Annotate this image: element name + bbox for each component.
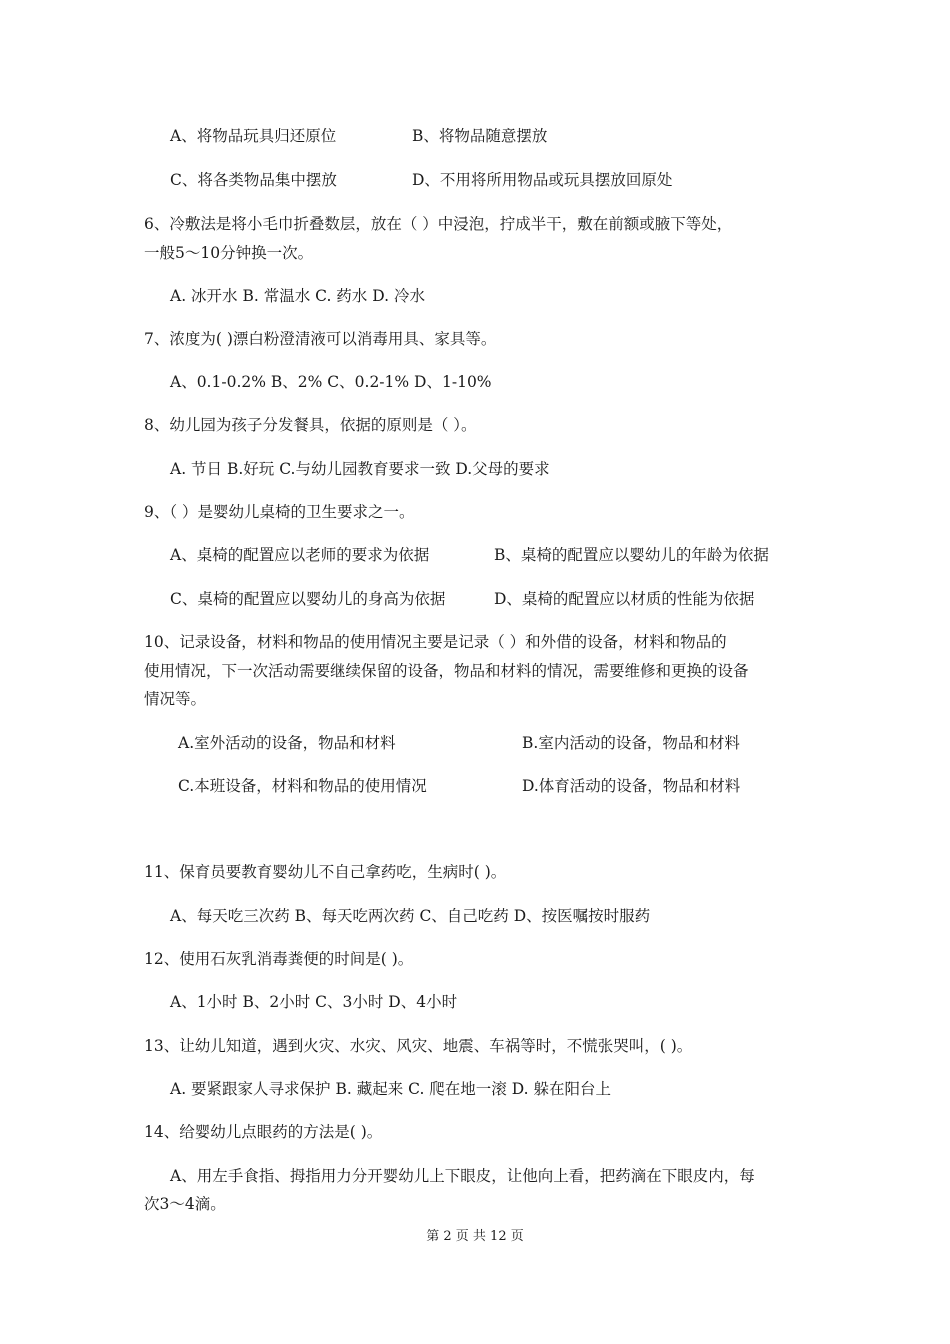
q10-text-line3: 情况等。	[144, 690, 207, 708]
q13-options: A. 要紧跟家人寻求保护 B. 藏起来 C. 爬在地一滚 D. 躲在阳台上	[170, 1080, 611, 1098]
q6-text-line1: 6、冷敷法是将小毛巾折叠数层，放在（ ）中浸泡，拧成半干，敷在前额或腋下等处，	[144, 215, 733, 233]
q7-options: A、0.1-0.2% B、2% C、0.2-1% D、1-10%	[170, 373, 492, 391]
q10-option-c: C.本班设备，材料和物品的使用情况	[178, 777, 427, 795]
q6-options: A. 冰开水 B. 常温水 C. 药水 D. 冷水	[170, 287, 425, 305]
q10-option-d: D.体育活动的设备，物品和材料	[522, 777, 741, 795]
q8-text: 8、幼儿园为孩子分发餐具，依据的原则是（ ）。	[144, 416, 477, 434]
q11-text: 11、保育员要教育婴幼儿不自己拿药吃，生病时( )。	[144, 863, 507, 881]
q9-option-c: C、桌椅的配置应以婴幼儿的身高为依据	[170, 590, 446, 608]
q10-option-a: A.室外活动的设备，物品和材料	[178, 734, 396, 752]
q6-text-line2: 一般5～10分钟换一次。	[144, 244, 314, 262]
q11-options: A、每天吃三次药 B、每天吃两次药 C、自己吃药 D、按医嘱按时服药	[170, 907, 651, 925]
q9-option-b: B、桌椅的配置应以婴幼儿的年龄为依据	[494, 546, 769, 564]
q14-option-a-line2: 次3～4滴。	[144, 1195, 226, 1213]
q14-text: 14、给婴幼儿点眼药的方法是( )。	[144, 1123, 383, 1141]
q9-option-d: D、桌椅的配置应以材质的性能为依据	[494, 590, 755, 608]
q7-text: 7、浓度为( )漂白粉澄清液可以消毒用具、家具等。	[144, 330, 497, 348]
q9-option-a: A、桌椅的配置应以老师的要求为依据	[170, 546, 430, 564]
q5-option-b: B、将物品随意摆放	[412, 127, 548, 145]
q8-options: A. 节日 B.好玩 C.与幼儿园教育要求一致 D.父母的要求	[170, 460, 550, 478]
q14-option-a-line1: A、用左手食指、拇指用力分开婴幼儿上下眼皮，让他向上看，把药滴在下眼皮内，每	[170, 1167, 755, 1185]
q12-text: 12、使用石灰乳消毒粪便的时间是( )。	[144, 950, 414, 968]
q13-text: 13、让幼儿知道，遇到火灾、水灾、风灾、地震、车祸等时，不慌张哭叫，( )。	[144, 1037, 693, 1055]
page-number-footer: 第 2 页 共 12 页	[426, 1229, 524, 1244]
q5-option-d: D、不用将所用物品或玩具摆放回原处	[412, 171, 673, 189]
q10-option-b: B.室内活动的设备，物品和材料	[522, 734, 740, 752]
q10-text-line1: 10、记录设备，材料和物品的使用情况主要是记录（ ）和外借的设备，材料和物品的	[144, 633, 727, 651]
q10-text-line2: 使用情况，下一次活动需要继续保留的设备，物品和材料的情况，需要维修和更换的设备	[144, 662, 749, 680]
q9-text: 9、（ ）是婴幼儿桌椅的卫生要求之一。	[144, 503, 415, 521]
q5-option-a: A、将物品玩具归还原位	[170, 127, 337, 145]
q5-option-c: C、将各类物品集中摆放	[170, 171, 337, 189]
q12-options: A、1小时 B、2小时 C、3小时 D、4小时	[170, 993, 458, 1011]
